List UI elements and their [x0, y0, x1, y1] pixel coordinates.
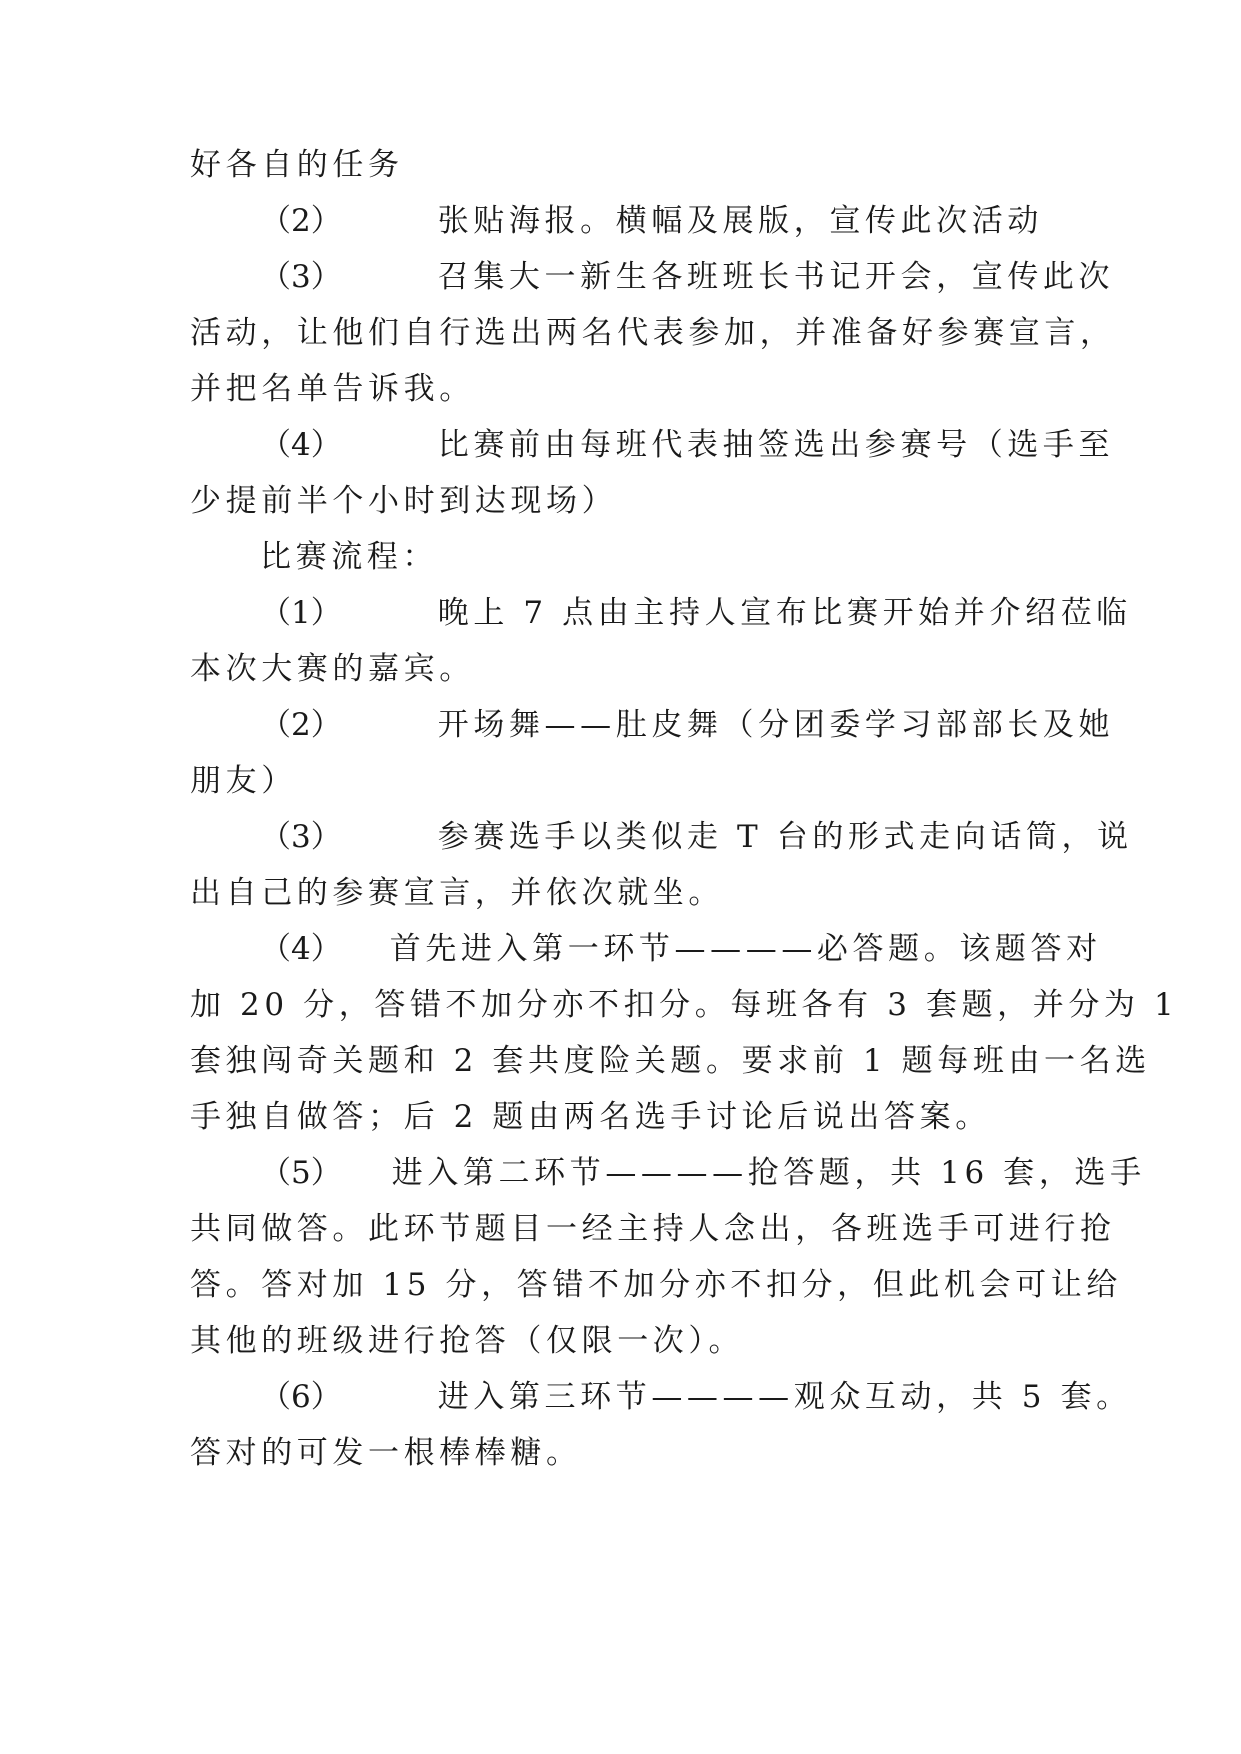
- item-text: 晚上 7 点由主持人宣布比赛开始并介绍莅临: [437, 595, 1132, 631]
- list-item: [190, 422, 1130, 468]
- text-segment: 答。答对加 15 分，答错不加分亦不扣分，但此机会可让给: [190, 1267, 1122, 1303]
- text-line: [190, 1430, 1060, 1476]
- text-line: [190, 646, 1060, 692]
- item-text: 进入第三环节————观众互动，共 5 套。: [437, 1379, 1132, 1415]
- text-segment: 好各自的任务: [190, 147, 404, 183]
- item-number: （6）: [260, 1379, 342, 1415]
- text-segment: 朋友）: [190, 763, 297, 799]
- text-line: [190, 758, 1060, 804]
- item-text: 进入第二环节————抢答题，共 16 套，选手: [391, 1155, 1146, 1191]
- list-item: [190, 702, 1130, 748]
- text-segment: 其他的班级进行抢答（仅限一次）。: [190, 1323, 745, 1359]
- item-text: 比赛前由每班代表抽签选出参赛号（选手至: [437, 427, 1115, 463]
- text-segment: 本次大赛的嘉宾。: [190, 651, 475, 687]
- heading-text: 比赛流程：: [260, 539, 438, 575]
- text-segment: 并把名单告诉我。: [190, 371, 475, 407]
- item-text: 开场舞——肚皮舞（分团委学习部部长及她: [437, 707, 1115, 743]
- text-segment: 出自己的参赛宣言，并依次就坐。: [190, 875, 724, 911]
- item-number: （3）: [260, 259, 342, 295]
- text-segment: 共同做答。此环节题目一经主持人念出，各班选手可进行抢: [190, 1211, 1116, 1247]
- text-line: [190, 1206, 1116, 1252]
- text-line: [190, 982, 1179, 1028]
- item-number: （2）: [260, 707, 342, 743]
- section-heading: [190, 534, 1130, 580]
- item-number: （4）: [260, 427, 342, 463]
- text-line: [190, 310, 1116, 356]
- list-item: [190, 814, 1133, 860]
- item-number: （5）: [260, 1155, 342, 1191]
- item-number: （4）: [260, 931, 342, 967]
- text-line: [190, 366, 1060, 412]
- item-number: （2）: [260, 203, 342, 239]
- text-line: [190, 870, 1060, 916]
- text-line: [190, 1038, 1151, 1084]
- list-item: [190, 198, 1130, 244]
- list-item: [190, 254, 1130, 300]
- list-item: [190, 926, 1130, 972]
- item-text: 召集大一新生各班班长书记开会，宣传此次: [437, 259, 1115, 295]
- text-segment: 手独自做答；后 2 题由两名选手讨论后说出答案。: [190, 1099, 991, 1135]
- text-line: [190, 142, 1060, 188]
- list-item: [190, 1150, 1146, 1196]
- list-item: [190, 1374, 1130, 1420]
- text-segment: 少提前半个小时到达现场）: [190, 483, 618, 519]
- text-line: [190, 478, 1060, 524]
- item-number: （1）: [260, 595, 342, 631]
- text-segment: 加 20 分，答错不加分亦不扣分。每班各有 3 套题，并分为 1: [190, 987, 1179, 1023]
- text-segment: 答对的可发一根棒棒糖。: [190, 1435, 582, 1471]
- item-text: 首先进入第一环节————必答题。该题答对: [389, 931, 1102, 967]
- text-line: [190, 1318, 1060, 1364]
- text-line: [190, 1094, 1060, 1140]
- item-number: （3）: [260, 819, 342, 855]
- text-line: [190, 1262, 1122, 1308]
- text-segment: 活动，让他们自行选出两名代表参加，并准备好参赛宣言，: [190, 315, 1116, 351]
- text-segment: 套独闯奇关题和 2 套共度险关题。要求前 1 题每班由一名选: [190, 1043, 1151, 1079]
- item-text: 参赛选手以类似走 T 台的形式走向话筒，说: [437, 819, 1133, 855]
- list-item: [190, 590, 1130, 636]
- item-text: 张贴海报。横幅及展版，宣传此次活动: [437, 203, 1043, 239]
